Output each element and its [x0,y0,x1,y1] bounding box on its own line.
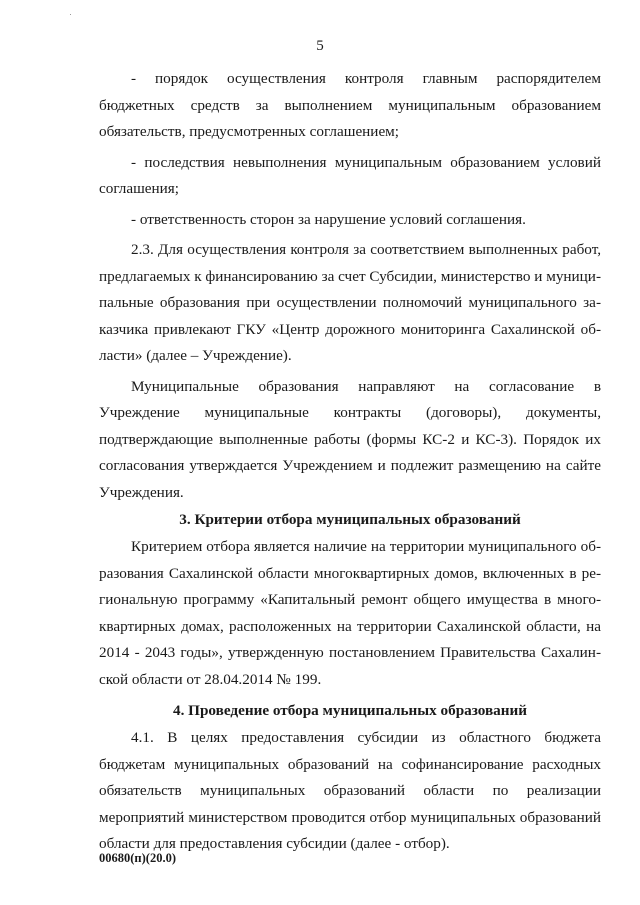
section-3-text: Критерием отбора является наличие на территории муниципального образования Сахалинской области многоквартирных домов, включенных в региональную программу «Капитальный ремонт общего имущества в многоквартирных домах, расположенных на территории Сахалинской области, на 2014 - 2043 годы», утвержденную постановлением Правительства Сахалинской области от 28.04.2014 № 199. [99,538,601,688]
list-item-control-procedure: - порядок осуществления контроля главным распорядителем бюджетных средств за выполнением муниципальным образованием обязательств, предусмотренных соглашением; [99,70,601,140]
list-item-responsibility: - ответственность сторон за нарушение условий соглашения. [131,210,526,228]
paragraph-4-1: 4.1. В целях предоставления субсидии из областного бюджета бюджетам муниципальных образований на софинансирование расходных обязательств муниципальных образований области по реализации мероприятий министерством проводится отбор муниципальных образований области для предоставления субсидии (далее - отбор). [99,729,601,852]
paragraph-2-3: 2.3. Для осуществления контроля за соответствием выполненных работ, предлагаемых к финансированию за счет Субсидии, министерство и муниципальные образования при осуществлении полномочий муниципального заказчика привлекают ГКУ «Центр дорожного мониторинга Сахалинской области» (далее – Учреждение). [99,241,601,364]
paragraph-approval: Муниципальные образования направляют на согласование в Учреждение муниципальные контракты (договоры), документы, подтверждающие выполненные работы (формы КС-2 и КС-3). Порядок их согласования утверждается Учреждением и подлежит размещению на сайте Учреждения. [99,377,601,501]
list-item-consequences: - последствия невыполнения муниципальным образованием условий соглашения; [99,153,601,197]
page-number: 5 [316,38,324,54]
section-3-heading: 3. Критерии отбора муниципальных образований [179,511,521,528]
document-body [99,66,601,858]
scan-speck [70,14,71,15]
footer-code: 00680(п)(20.0) [99,851,176,865]
section-4-heading: 4. Проведение отбора муниципальных образований [172,702,528,719]
